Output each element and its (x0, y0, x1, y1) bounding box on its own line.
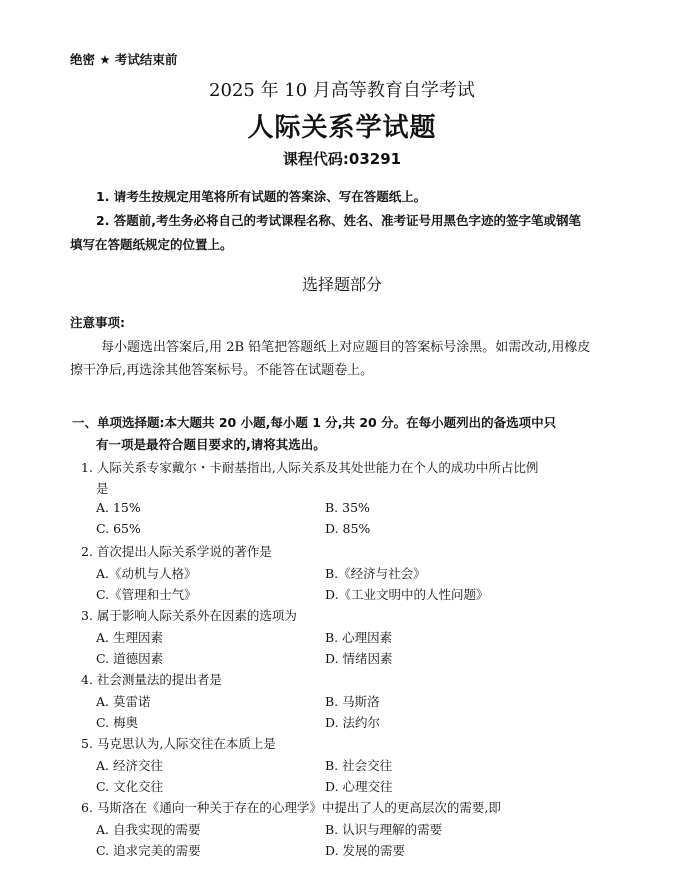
option-b: B. 马斯洛 (325, 694, 380, 709)
option-c: C. 65% (96, 521, 141, 536)
option-d: D. 发展的需要 (325, 843, 406, 858)
notice-2: 2. 答题前,考生务必将自己的考试课程名称、姓名、准考证号用黑色字迹的签字笔或钢笔 (96, 213, 582, 228)
option-b: B. 心理因素 (325, 630, 393, 645)
exam-title: 2025 年 10 月高等教育自学考试 (209, 80, 475, 101)
option-d: D. 法约尔 (325, 715, 381, 730)
part-one-heading: 一、单项选择题:本大题共 20 小题,每小题 1 分,共 20 分。在每小题列出的备选项中只 (72, 415, 557, 430)
option-d: D. 情绪因素 (325, 651, 393, 666)
option-b: B. 35% (325, 500, 370, 515)
part-one-heading-continued: 有一项是最符合题目要求的,请将其选出。 (96, 437, 326, 452)
option-a: A. 经济交往 (96, 758, 163, 773)
section-title: 选择题部分 (301, 275, 382, 294)
course-code: 课程代码:03291 (282, 150, 402, 168)
option-b: B. 认识与理解的需要 (325, 822, 443, 837)
attention-line-1: 每小题选出答案后,用 2B 铅笔把答题纸上对应题目的答案标号涂黑。如需改动,用橡皮 (101, 340, 591, 355)
question-stem: 3. 属于影响人际关系外在因素的选项为 (81, 608, 297, 623)
subject-title: 人际关系学试题 (247, 113, 437, 143)
option-d: D.《工业文明中的人性问题》 (325, 587, 489, 602)
notice-1: 1. 请考生按规定用笔将所有试题的答案涂、写在答题纸上。 (96, 189, 427, 204)
option-a: A. 15% (96, 500, 141, 515)
option-a: A.《动机与人格》 (96, 566, 197, 581)
option-b: B. 社会交往 (325, 758, 393, 773)
option-c: C. 道德因素 (96, 651, 164, 666)
option-a: A. 生理因素 (96, 630, 163, 645)
question-stem: 4. 社会测量法的提出者是 (81, 672, 222, 687)
confidential-label: 绝密 ★ 考试结束前 (70, 52, 178, 67)
option-b: B.《经济与社会》 (325, 566, 426, 581)
option-c: C.《管理和士气》 (96, 587, 197, 602)
question-stem: 1. 人际关系专家戴尔・卡耐基指出,人际关系及其处世能力在个人的成功中所占比例 (81, 460, 539, 475)
option-d: D. 85% (325, 521, 371, 536)
question-stem-continued: 是 (96, 481, 109, 496)
option-a: A. 自我实现的需要 (96, 822, 201, 837)
option-d: D. 心理交往 (325, 779, 393, 794)
option-c: C. 文化交往 (96, 779, 164, 794)
question-stem: 2. 首次提出人际关系学说的著作是 (81, 544, 272, 559)
question-stem: 6. 马斯洛在《通向一种关于存在的心理学》中提出了人的更高层次的需要,即 (81, 800, 501, 815)
attention-label: 注意事项: (70, 315, 125, 330)
option-c: C. 追求完美的需要 (96, 843, 201, 858)
option-c: C. 梅奥 (96, 715, 139, 730)
notice-2-continued: 填写在答题纸规定的位置上。 (70, 237, 233, 252)
option-a: A. 莫雷诺 (96, 694, 151, 709)
attention-line-2: 擦干净后,再选涂其他答案标号。不能答在试题卷上。 (70, 363, 374, 378)
question-stem: 5. 马克思认为,人际交往在本质上是 (81, 736, 276, 751)
